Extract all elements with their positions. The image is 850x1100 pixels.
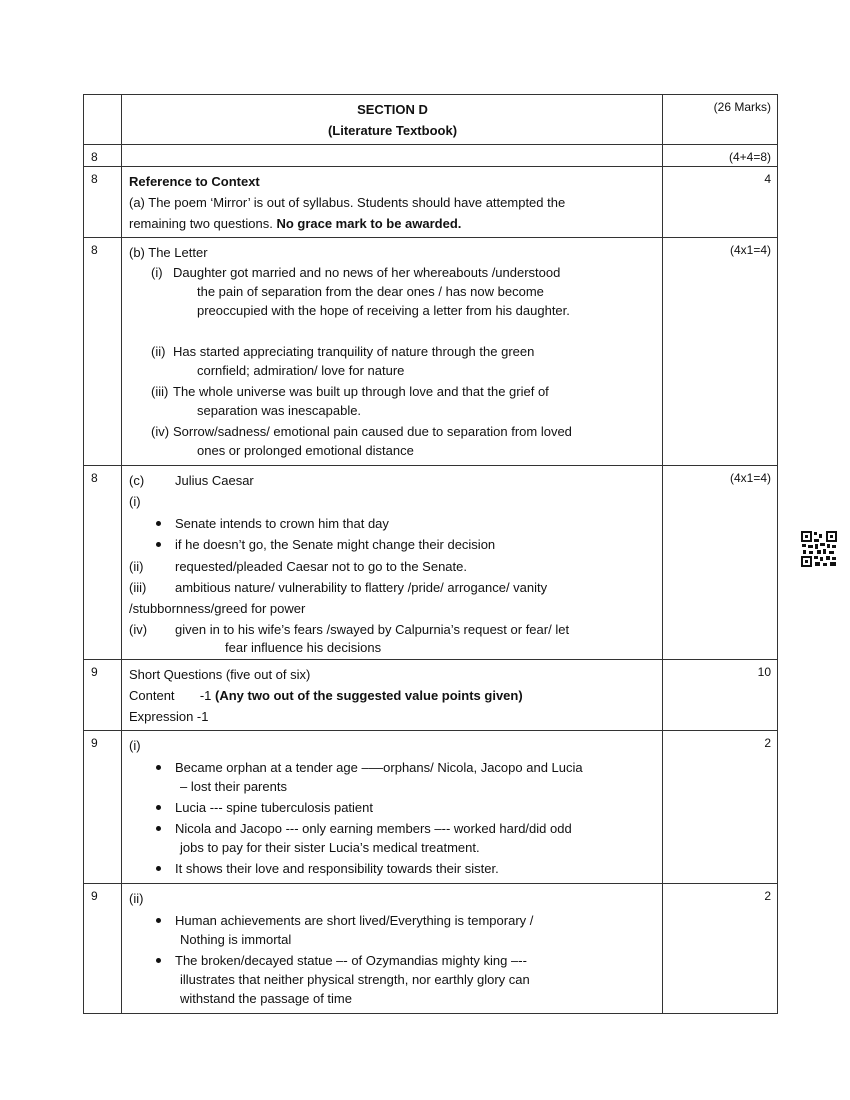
question-number: 8: [84, 238, 122, 466]
rtc-heading: Reference to Context: [129, 174, 260, 189]
item-line: jobs to pay for their sister Lucia’s medical treatment.: [180, 840, 480, 855]
content-cell: [122, 145, 663, 167]
list-item: [129, 382, 656, 420]
question-number: 8: [84, 167, 122, 238]
list-item: [129, 819, 656, 857]
caesar-iii: [129, 577, 656, 598]
section-subtitle: (Literature Textbook): [327, 123, 458, 138]
item-line: Nothing is immortal: [180, 932, 292, 947]
rtc-text-1: (a) The poem ‘Mirror’ is out of syllabus. Students should have attempted the: [129, 195, 566, 210]
label-iii: (iii): [129, 580, 147, 595]
item-line: Became orphan at a tender age –––orphans/ Nicola, Jacopo and Lucia: [175, 760, 583, 775]
content-cell: [122, 167, 663, 238]
item-line: ones or prolonged emotional distance: [197, 443, 414, 458]
list-item: [129, 758, 656, 796]
text-iv-b: fear influence his decisions: [225, 640, 382, 655]
list-item: [129, 342, 656, 380]
caesar-ii: [129, 556, 656, 577]
item-line: the pain of separation from the dear ones / has now become: [197, 284, 544, 299]
short-expression: Expression -1: [129, 709, 209, 724]
question-row-9i: [84, 731, 778, 884]
item-line: The whole universe was built up through love and that the grief of: [173, 384, 549, 399]
short-heading: Short Questions (five out of six): [129, 667, 311, 682]
letter-answers: [129, 263, 656, 460]
item-number: (iii): [151, 384, 169, 399]
item-line: Nicola and Jacopo --- only earning members –-- worked hard/did odd: [175, 821, 572, 836]
section-header-row: [84, 95, 778, 145]
marks-cell: (4+4=8): [663, 145, 778, 167]
list-item: [129, 951, 656, 1008]
item-line: Human achievements are short lived/Everything is temporary /: [175, 913, 534, 928]
content-cell: [122, 238, 663, 466]
q9ii-bullets: [129, 911, 656, 1008]
caesar-heading: [129, 470, 656, 491]
content-label: Content -1: [129, 688, 212, 703]
marks-cell: 2: [663, 731, 778, 884]
item-line: Has started appreciating tranquility of nature through the green: [173, 344, 535, 359]
item-line: Sorrow/sadness/ emotional pain caused due to separation from loved: [173, 424, 572, 439]
spacer: [129, 322, 656, 340]
text-iii: ambitious nature/ vulnerability to flattery /pride/ arrogance/ vanity: [175, 580, 548, 595]
question-row: [84, 145, 778, 167]
text-ii: requested/pleaded Caesar not to go to the Senate.: [175, 559, 467, 574]
qr-code-icon: [800, 530, 838, 568]
section-title: SECTION D: [357, 102, 428, 117]
question-number: 9: [84, 884, 122, 1014]
item-line: preoccupied with the hope of receiving a letter from his daughter.: [197, 303, 570, 318]
list-item: [129, 859, 656, 878]
question-row-letter: [84, 238, 778, 466]
question-number: 8: [84, 466, 122, 660]
list-item: Senate intends to crown him that day: [129, 514, 656, 533]
rtc-text-2-plain: remaining two questions.: [129, 216, 273, 231]
label-c: (c): [129, 473, 145, 488]
caesar-iv: [129, 619, 656, 640]
item-line: Daughter got married and no news of her whereabouts /understood: [173, 265, 561, 280]
item-line: – lost their parents: [180, 779, 287, 794]
question-number: 9: [84, 731, 122, 884]
marks-cell: (4x1=4): [663, 466, 778, 660]
caesar-bullets: [129, 514, 656, 554]
text-iii-b: /stubbornness/greed for power: [129, 601, 306, 616]
text-iv: given in to his wife’s fears /swayed by Calpurnia’s request or fear/ let: [175, 622, 570, 637]
marks-cell: 4: [663, 167, 778, 238]
item-line: Lucia --- spine tuberculosis patient: [175, 800, 373, 815]
letter-heading: (b) The Letter: [129, 245, 208, 260]
label-i: (i): [129, 494, 141, 509]
question-row-rtc: [84, 167, 778, 238]
list-item: [129, 911, 656, 949]
question-number: 9: [84, 660, 122, 731]
content-cell: [122, 731, 663, 884]
item-line: It shows their love and responsibility towards their sister.: [175, 861, 499, 876]
label-iv: (iv): [129, 622, 148, 637]
item-line: cornfield; admiration/ love for nature: [197, 363, 405, 378]
marking-scheme-table: [83, 94, 778, 1014]
label-ii: (ii): [129, 559, 144, 574]
list-item: [129, 422, 656, 460]
sub-label: (ii): [129, 891, 144, 906]
item-line: separation was inescapable.: [197, 403, 362, 418]
rtc-no-grace: No grace mark to be awarded.: [276, 216, 462, 231]
question-row-9ii: [84, 884, 778, 1014]
item-line: withstand the passage of time: [180, 991, 352, 1006]
list-item: [129, 798, 656, 817]
q9i-bullets: [129, 758, 656, 878]
caesar-title: Julius Caesar: [175, 473, 254, 488]
rtc-text-2: [129, 213, 656, 234]
item-number: (i): [151, 265, 163, 280]
item-line: The broken/decayed statue –- of Ozymandias mighty king –--: [175, 953, 527, 968]
marks-cell: 10: [663, 660, 778, 731]
question-number-cell: [84, 95, 122, 145]
section-title-cell: [122, 95, 663, 145]
question-number: 8: [84, 145, 122, 167]
question-row-caesar: [84, 466, 778, 660]
content-cell: [122, 884, 663, 1014]
list-item: if he doesn’t go, the Senate might change their decision: [129, 535, 656, 554]
list-item: [129, 263, 656, 320]
content-cell: [122, 466, 663, 660]
content-cell: [122, 660, 663, 731]
item-line: illustrates that neither physical strength, nor earthly glory can: [180, 972, 530, 987]
marks-cell: 2: [663, 884, 778, 1014]
content-note: (Any two out of the suggested value points given): [215, 688, 523, 703]
marks-cell: (4x1=4): [663, 238, 778, 466]
question-row-short: [84, 660, 778, 731]
item-number: (iv): [151, 424, 170, 439]
short-content: [129, 685, 656, 706]
item-number: (ii): [151, 344, 166, 359]
section-marks: (26 Marks): [663, 95, 778, 145]
sub-label: (i): [129, 738, 141, 753]
